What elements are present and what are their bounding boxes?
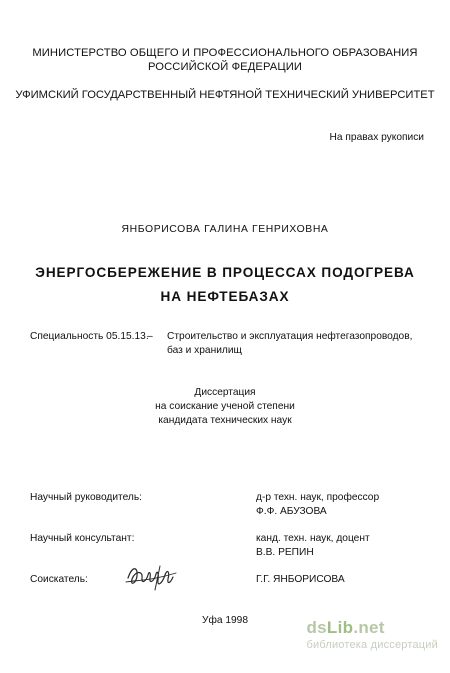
university-name: УФИМСКИЙ ГОСУДАРСТВЕННЫЙ НЕФТЯНОЙ ТЕХНИЧЕСКИЙ УНИВЕРСИТЕТ	[15, 89, 435, 101]
title-line-2: НА НЕФТЕБАЗАХ	[160, 289, 290, 304]
consultant-role: Научный консультант:	[30, 533, 135, 544]
signature-image	[124, 560, 180, 592]
watermark-subtitle: библиотека диссертаций	[306, 639, 438, 651]
applicant-name: Г.Г. ЯНБОРИСОВА	[256, 574, 345, 585]
supervisor-degree: д-р техн. наук, профессор	[256, 492, 380, 503]
author-name: ЯНБОРИСОВА ГАЛИНА ГЕНРИХОВНА	[121, 224, 329, 235]
watermark-logo-suffix: .net	[353, 618, 385, 637]
watermark-logo	[306, 618, 438, 638]
consultant-name: В.В. РЕПИН	[256, 547, 314, 558]
consultant-degree: канд. техн. наук, доцент	[256, 533, 370, 544]
watermark-logo-accent: Lib	[326, 618, 354, 637]
specialty-label: Специальность 05.15.13.	[30, 331, 149, 342]
ministry-line-2: РОССИЙСКОЙ ФЕДЕРАЦИИ	[147, 61, 303, 73]
dissertation-line-1: Диссертация	[194, 387, 256, 398]
manuscript-note: На правах рукописи	[329, 132, 424, 143]
specialty-description-line-1: Строительство и эксплуатация нефтегазопроводов,	[167, 331, 413, 342]
ministry-line-1: МИНИСТЕРСТВО ОБЩЕГО И ПРОФЕССИОНАЛЬНОГО ОБРАЗОВАНИЯ	[32, 47, 418, 59]
specialty-dash: –	[147, 331, 153, 342]
dissertation-line-2: на соискание ученой степени	[155, 401, 295, 412]
applicant-role: Соискатель:	[30, 574, 88, 585]
supervisor-name: Ф.Ф. АБУЗОВА	[256, 506, 327, 517]
watermark-logo-prefix: ds	[306, 618, 327, 637]
supervisor-role: Научный руководитель:	[30, 492, 142, 503]
specialty-description-line-2: баз и хранилищ	[167, 345, 242, 356]
watermark	[306, 618, 438, 652]
title-line-1: ЭНЕРГОСБЕРЕЖЕНИЕ В ПРОЦЕССАХ ПОДОГРЕВА	[35, 265, 415, 280]
city-year: Уфа 1998	[201, 615, 248, 626]
dissertation-line-3: кандидата технических наук	[158, 415, 292, 426]
